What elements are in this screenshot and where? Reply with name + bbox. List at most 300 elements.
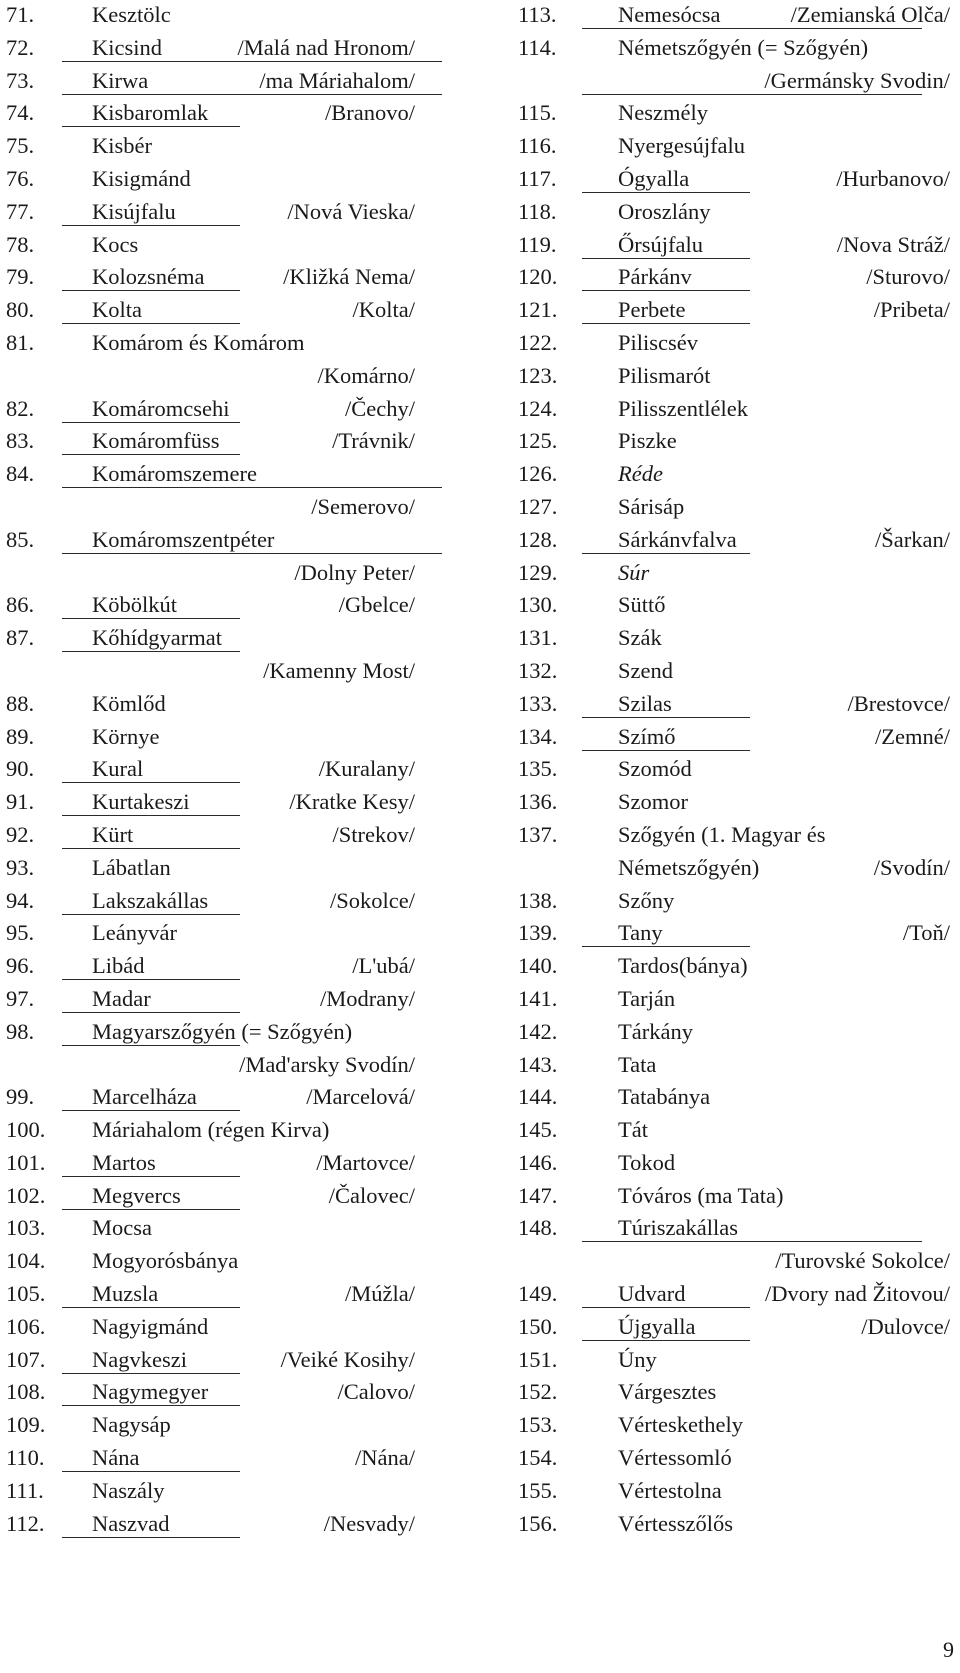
underline-rule bbox=[62, 1405, 240, 1406]
entry-number: 101. bbox=[6, 1149, 46, 1175]
slovak-name: /Semerovo/ bbox=[311, 493, 415, 519]
list-item bbox=[0, 1246, 470, 1279]
list-item bbox=[0, 33, 470, 66]
slovak-name: /Sturovo/ bbox=[866, 264, 950, 290]
slovak-name: /Nesvady/ bbox=[323, 1510, 415, 1536]
entry-number: 89. bbox=[6, 723, 35, 749]
place-name: Leányvár bbox=[92, 920, 177, 946]
list-item bbox=[508, 197, 960, 230]
entry-number: 96. bbox=[6, 953, 35, 979]
place-name: Környe bbox=[92, 723, 160, 749]
entry-number: 93. bbox=[6, 854, 35, 880]
entry-number: 71. bbox=[6, 2, 35, 27]
list-item bbox=[0, 361, 470, 394]
slovak-name: /Kratke Kesy/ bbox=[289, 789, 415, 815]
place-name: Lakszakállas bbox=[92, 887, 209, 913]
entry-number: 126. bbox=[518, 461, 558, 487]
list-item bbox=[0, 66, 470, 99]
place-name: Vérteskethely bbox=[618, 1412, 743, 1438]
list-item bbox=[0, 951, 470, 984]
entry-number: 124. bbox=[518, 395, 558, 421]
entry-number: 143. bbox=[518, 1051, 558, 1077]
place-name: Komáromszemere bbox=[92, 461, 257, 487]
slovak-name: /Dulovce/ bbox=[861, 1313, 950, 1339]
place-name: Nagyigmánd bbox=[92, 1313, 209, 1339]
place-name: Pilismarót bbox=[618, 362, 711, 388]
entry-number: 109. bbox=[6, 1412, 46, 1438]
place-name: Kisigmánd bbox=[92, 165, 191, 191]
underline-rule bbox=[62, 487, 442, 488]
list-item bbox=[0, 820, 470, 853]
entry-number: 132. bbox=[518, 657, 558, 683]
underline-rule bbox=[62, 1307, 240, 1308]
underline-rule bbox=[62, 1471, 240, 1472]
entry-number: 136. bbox=[518, 789, 558, 815]
list-item bbox=[508, 886, 960, 919]
entry-number: 102. bbox=[6, 1182, 46, 1208]
entry-number: 113. bbox=[518, 2, 557, 27]
entry-number: 154. bbox=[518, 1445, 558, 1471]
entry-number: 125. bbox=[518, 428, 558, 454]
slovak-name: /Kolta/ bbox=[352, 297, 415, 323]
entry-number: 86. bbox=[6, 592, 35, 618]
list-item bbox=[0, 197, 470, 230]
list-item bbox=[508, 918, 960, 951]
list-item bbox=[508, 1181, 960, 1214]
place-name: Kocs bbox=[92, 231, 139, 257]
underline-rule bbox=[62, 1045, 240, 1046]
underline-rule bbox=[62, 454, 240, 455]
page-number: 9 bbox=[943, 1637, 954, 1662]
list-item bbox=[508, 820, 960, 853]
list-item bbox=[0, 1181, 470, 1214]
place-name: Süttő bbox=[618, 592, 666, 618]
place-name: Köbölkút bbox=[92, 592, 178, 618]
place-name: Túriszakállas bbox=[618, 1215, 738, 1241]
list-item bbox=[508, 1050, 960, 1083]
slovak-name: /Kuralany/ bbox=[318, 756, 415, 782]
entry-number: 155. bbox=[518, 1477, 558, 1503]
slovak-name: /Čechy/ bbox=[345, 395, 415, 421]
entry-number: 94. bbox=[6, 887, 35, 913]
place-name: Neszmély bbox=[618, 100, 708, 126]
list-item bbox=[0, 1213, 470, 1246]
slovak-name: /Modrany/ bbox=[320, 985, 415, 1011]
list-item bbox=[0, 722, 470, 755]
place-name: Réde bbox=[618, 461, 663, 487]
entry-number: 108. bbox=[6, 1379, 46, 1405]
underline-rule bbox=[582, 1340, 750, 1341]
list-item bbox=[0, 590, 470, 623]
entry-number: 91. bbox=[6, 789, 35, 815]
place-name: Komáromcsehi bbox=[92, 395, 230, 421]
list-item bbox=[508, 590, 960, 623]
list-item bbox=[0, 689, 470, 722]
entry-number: 106. bbox=[6, 1313, 46, 1339]
slovak-name: /Malá nad Hronom/ bbox=[237, 34, 415, 60]
entry-number: 147. bbox=[518, 1182, 558, 1208]
list-item bbox=[0, 164, 470, 197]
place-name: Szend bbox=[618, 657, 673, 683]
list-item bbox=[508, 328, 960, 361]
place-name: Komáromfüss bbox=[92, 428, 220, 454]
entry-number: 142. bbox=[518, 1018, 558, 1044]
entry-number: 152. bbox=[518, 1379, 558, 1405]
entry-number: 119. bbox=[518, 231, 557, 257]
list-item bbox=[508, 262, 960, 295]
slovak-name: /Hurbanovo/ bbox=[836, 165, 950, 191]
place-name: Perbete bbox=[618, 297, 686, 323]
place-name: Ógyalla bbox=[618, 165, 690, 191]
list-item bbox=[0, 1148, 470, 1181]
list-item bbox=[0, 558, 470, 591]
underline-rule bbox=[582, 717, 750, 718]
place-name: Szőny bbox=[618, 887, 675, 913]
entry-number: 73. bbox=[6, 67, 35, 93]
entry-number: 79. bbox=[6, 264, 35, 290]
place-name: Mogyorósbánya bbox=[92, 1248, 239, 1274]
underline-rule bbox=[62, 61, 442, 62]
entry-number: 90. bbox=[6, 756, 35, 782]
place-name: Szomód bbox=[618, 756, 692, 782]
slovak-name: /Strekov/ bbox=[332, 821, 415, 847]
slovak-name: /Brestovce/ bbox=[847, 690, 950, 716]
place-name: Kolta bbox=[92, 297, 142, 323]
place-name: Naszvad bbox=[92, 1510, 170, 1536]
entry-number: 88. bbox=[6, 690, 35, 716]
place-name: Komáromszentpéter bbox=[92, 526, 275, 552]
list-item bbox=[0, 1312, 470, 1345]
place-name: Kisújfalu bbox=[92, 198, 176, 224]
entry-number: 78. bbox=[6, 231, 35, 257]
entry-number: 138. bbox=[518, 887, 558, 913]
place-name: Mocsa bbox=[92, 1215, 152, 1241]
list-item bbox=[508, 689, 960, 722]
underline-rule bbox=[62, 126, 240, 127]
place-name: Tárkány bbox=[618, 1018, 693, 1044]
slovak-name: /Šarkan/ bbox=[875, 526, 950, 552]
entry-number: 92. bbox=[6, 821, 35, 847]
list-item bbox=[508, 1148, 960, 1181]
list-item bbox=[0, 98, 470, 131]
entry-number: 135. bbox=[518, 756, 558, 782]
place-name: Úny bbox=[618, 1346, 657, 1372]
list-item bbox=[508, 131, 960, 164]
list-item bbox=[0, 1082, 470, 1115]
place-name: Tatabánya bbox=[618, 1084, 711, 1110]
list-item bbox=[508, 1509, 960, 1542]
slovak-name: /Martovce/ bbox=[316, 1149, 415, 1175]
place-name: Pilisszentlélek bbox=[618, 395, 748, 421]
underline-rule bbox=[62, 422, 240, 423]
list-item bbox=[508, 1443, 960, 1476]
list-item bbox=[0, 0, 470, 33]
slovak-name: /Marcelová/ bbox=[306, 1084, 415, 1110]
place-name: Nagysáp bbox=[92, 1412, 171, 1438]
place-name: Németszőgyén) bbox=[618, 854, 760, 880]
entry-number: 100. bbox=[6, 1117, 46, 1143]
list-item bbox=[508, 492, 960, 525]
place-name: Vértessomló bbox=[618, 1445, 732, 1471]
place-name: Kisbér bbox=[92, 133, 152, 159]
underline-rule bbox=[62, 815, 240, 816]
underline-rule bbox=[62, 914, 240, 915]
place-name: Kesztölc bbox=[92, 2, 171, 27]
underline-rule bbox=[62, 323, 240, 324]
entry-number: 118. bbox=[518, 198, 557, 224]
place-name: Oroszlány bbox=[618, 198, 711, 224]
entry-number: 141. bbox=[518, 985, 558, 1011]
entry-number: 95. bbox=[6, 920, 35, 946]
entry-number: 87. bbox=[6, 625, 35, 651]
list-item bbox=[508, 295, 960, 328]
list-item bbox=[0, 1115, 470, 1148]
list-item bbox=[508, 1115, 960, 1148]
place-name: Nyergesújfalu bbox=[618, 133, 746, 159]
place-name: Piszke bbox=[618, 428, 677, 454]
list-item bbox=[0, 754, 470, 787]
entry-number: 114. bbox=[518, 34, 557, 60]
place-name: Németszőgyén (= Szőgyén) bbox=[618, 34, 869, 60]
list-item bbox=[0, 230, 470, 263]
slovak-name: /Calovo/ bbox=[337, 1379, 415, 1405]
entry-number: 83. bbox=[6, 428, 35, 454]
entry-number: 131. bbox=[518, 625, 558, 651]
list-item bbox=[508, 98, 960, 131]
place-name: Megvercs bbox=[92, 1182, 181, 1208]
list-item bbox=[0, 492, 470, 525]
place-name: Naszály bbox=[92, 1477, 165, 1503]
place-name: Sárkánvfalva bbox=[618, 526, 737, 552]
list-item bbox=[508, 1279, 960, 1312]
underline-rule bbox=[62, 225, 240, 226]
list-item bbox=[508, 1312, 960, 1345]
place-name: Tóváros (ma Tata) bbox=[618, 1182, 784, 1208]
list-item bbox=[0, 459, 470, 492]
list-item bbox=[0, 328, 470, 361]
place-name: Kisbaromlak bbox=[92, 100, 209, 126]
list-item bbox=[508, 394, 960, 427]
place-name: Muzsla bbox=[92, 1281, 159, 1307]
list-item bbox=[508, 0, 960, 33]
place-name: Tata bbox=[618, 1051, 657, 1077]
entry-number: 137. bbox=[518, 821, 558, 847]
place-name: Tokod bbox=[618, 1149, 676, 1175]
slovak-name: /Svodín/ bbox=[873, 854, 950, 880]
slovak-name: /Kamenny Most/ bbox=[263, 657, 415, 683]
place-name: Magyarszőgyén (= Szőgyén) bbox=[92, 1018, 353, 1044]
list-item bbox=[508, 459, 960, 492]
slovak-name: /Germánsky Svodin/ bbox=[764, 67, 950, 93]
underline-rule bbox=[582, 750, 750, 751]
underline-rule bbox=[62, 1012, 240, 1013]
entry-number: 139. bbox=[518, 920, 558, 946]
place-name: Kömlőd bbox=[92, 690, 166, 716]
list-item bbox=[0, 853, 470, 886]
list-item bbox=[508, 722, 960, 755]
place-name: Kicsind bbox=[92, 34, 162, 60]
list-item bbox=[0, 1509, 470, 1542]
list-item bbox=[0, 1377, 470, 1410]
entry-number: 129. bbox=[518, 559, 558, 585]
left-column bbox=[0, 0, 470, 1541]
slovak-name: /Nána/ bbox=[355, 1445, 415, 1471]
place-name: Kurtakeszi bbox=[92, 789, 190, 815]
entry-number: 156. bbox=[518, 1510, 558, 1536]
underline-rule bbox=[582, 323, 750, 324]
place-name: Kural bbox=[92, 756, 144, 782]
place-name: Tardos(bánya) bbox=[618, 953, 748, 979]
underline-rule bbox=[62, 848, 240, 849]
entry-number: 105. bbox=[6, 1281, 46, 1307]
entry-number: 110. bbox=[6, 1445, 45, 1471]
place-name: Nemesócsa bbox=[618, 2, 721, 27]
list-item bbox=[508, 230, 960, 263]
entry-number: 127. bbox=[518, 493, 558, 519]
entry-number: 115. bbox=[518, 100, 557, 126]
place-name: Újgyalla bbox=[618, 1313, 696, 1339]
list-item bbox=[0, 295, 470, 328]
place-name: Kolozsnéma bbox=[92, 264, 205, 290]
list-item bbox=[508, 853, 960, 886]
list-item bbox=[508, 558, 960, 591]
entry-number: 145. bbox=[518, 1117, 558, 1143]
underline-rule bbox=[62, 651, 240, 652]
entry-number: 151. bbox=[518, 1346, 558, 1372]
list-item bbox=[508, 623, 960, 656]
slovak-name: /Zemné/ bbox=[875, 723, 950, 749]
list-item bbox=[0, 1050, 470, 1083]
underline-rule bbox=[62, 553, 442, 554]
list-item bbox=[0, 426, 470, 459]
place-name: Vértesszőlős bbox=[618, 1510, 733, 1536]
place-name: Udvard bbox=[618, 1281, 686, 1307]
entry-number: 74. bbox=[6, 100, 35, 126]
entry-number: 117. bbox=[518, 165, 557, 191]
place-name: Szilas bbox=[618, 690, 672, 716]
entry-number: 81. bbox=[6, 329, 35, 355]
underline-rule bbox=[62, 618, 240, 619]
slovak-name: /Toň/ bbox=[902, 920, 950, 946]
list-item bbox=[0, 656, 470, 689]
underline-rule bbox=[582, 553, 750, 554]
place-name: Kürt bbox=[92, 821, 134, 847]
entry-number: 98. bbox=[6, 1018, 35, 1044]
entry-number: 104. bbox=[6, 1248, 46, 1274]
entry-number: 133. bbox=[518, 690, 558, 716]
entry-number: 82. bbox=[6, 395, 35, 421]
list-item bbox=[508, 426, 960, 459]
list-item bbox=[508, 787, 960, 820]
place-name: Vértestolna bbox=[618, 1477, 722, 1503]
list-item bbox=[508, 33, 960, 66]
entry-number: 134. bbox=[518, 723, 558, 749]
list-item bbox=[508, 656, 960, 689]
slovak-name: /Dolny Peter/ bbox=[294, 559, 415, 585]
list-item bbox=[508, 164, 960, 197]
place-name: Piliscsév bbox=[618, 329, 699, 355]
place-name: Libád bbox=[92, 953, 145, 979]
place-name: Nána bbox=[92, 1445, 140, 1471]
list-item bbox=[508, 1246, 960, 1279]
place-name: Máriahalom (régen Kirva) bbox=[92, 1117, 330, 1143]
underline-rule bbox=[62, 1176, 240, 1177]
list-item bbox=[0, 394, 470, 427]
underline-rule bbox=[582, 28, 922, 29]
place-name: Szőgyén (1. Magyar és bbox=[618, 821, 826, 847]
list-item bbox=[0, 1476, 470, 1509]
entry-number: 149. bbox=[518, 1281, 558, 1307]
place-name: Martos bbox=[92, 1149, 156, 1175]
slovak-name: /Pribeta/ bbox=[873, 297, 950, 323]
place-name: Szomor bbox=[618, 789, 688, 815]
list-item bbox=[508, 1082, 960, 1115]
slovak-name: /ma Máriahalom/ bbox=[259, 67, 415, 93]
underline-rule bbox=[582, 1307, 750, 1308]
place-name: Marcelháza bbox=[92, 1084, 197, 1110]
entry-number: 144. bbox=[518, 1084, 558, 1110]
list-item bbox=[508, 951, 960, 984]
entry-number: 122. bbox=[518, 329, 558, 355]
entry-number: 121. bbox=[518, 297, 558, 323]
list-item bbox=[508, 1345, 960, 1378]
slovak-name: /L'ubá/ bbox=[352, 953, 415, 979]
list-item bbox=[0, 1279, 470, 1312]
slovak-name: /Múžla/ bbox=[345, 1281, 415, 1307]
list-item bbox=[508, 66, 960, 99]
entry-number: 120. bbox=[518, 264, 558, 290]
entry-number: 140. bbox=[518, 953, 558, 979]
entry-number: 128. bbox=[518, 526, 558, 552]
list-item bbox=[0, 1017, 470, 1050]
place-name: Kirwa bbox=[92, 67, 149, 93]
underline-rule bbox=[582, 946, 750, 947]
slovak-name: /Trávnik/ bbox=[332, 428, 415, 454]
list-item bbox=[0, 1345, 470, 1378]
list-item bbox=[508, 1410, 960, 1443]
entry-number: 76. bbox=[6, 165, 35, 191]
place-name: Párkánv bbox=[618, 264, 692, 290]
place-name: Nagymegyer bbox=[92, 1379, 209, 1405]
entry-number: 85. bbox=[6, 526, 35, 552]
place-name: Szák bbox=[618, 625, 662, 651]
list-item bbox=[508, 1213, 960, 1246]
entry-number: 97. bbox=[6, 985, 35, 1011]
slovak-name: /Branovo/ bbox=[325, 100, 415, 126]
slovak-name: /Komárno/ bbox=[317, 362, 415, 388]
place-name: Tarján bbox=[618, 985, 676, 1011]
underline-rule bbox=[62, 979, 240, 980]
underline-rule bbox=[582, 258, 750, 259]
entry-number: 75. bbox=[6, 133, 35, 159]
underline-rule bbox=[62, 1373, 240, 1374]
entry-number: 123. bbox=[518, 362, 558, 388]
list-item bbox=[508, 361, 960, 394]
underline-rule bbox=[62, 782, 240, 783]
list-item bbox=[508, 984, 960, 1017]
underline-rule bbox=[582, 192, 750, 193]
place-name: Sárisáp bbox=[618, 493, 685, 519]
slovak-name: /Zemianská Olča/ bbox=[790, 2, 950, 27]
place-name: Őrsújfalu bbox=[618, 231, 703, 257]
underline-rule bbox=[582, 290, 750, 291]
entry-number: 99. bbox=[6, 1084, 35, 1110]
entry-number: 148. bbox=[518, 1215, 558, 1241]
slovak-name: /Veiké Kosihy/ bbox=[280, 1346, 415, 1372]
list-item bbox=[0, 1410, 470, 1443]
place-name: Lábatlan bbox=[92, 854, 171, 880]
underline-rule bbox=[582, 1241, 922, 1242]
